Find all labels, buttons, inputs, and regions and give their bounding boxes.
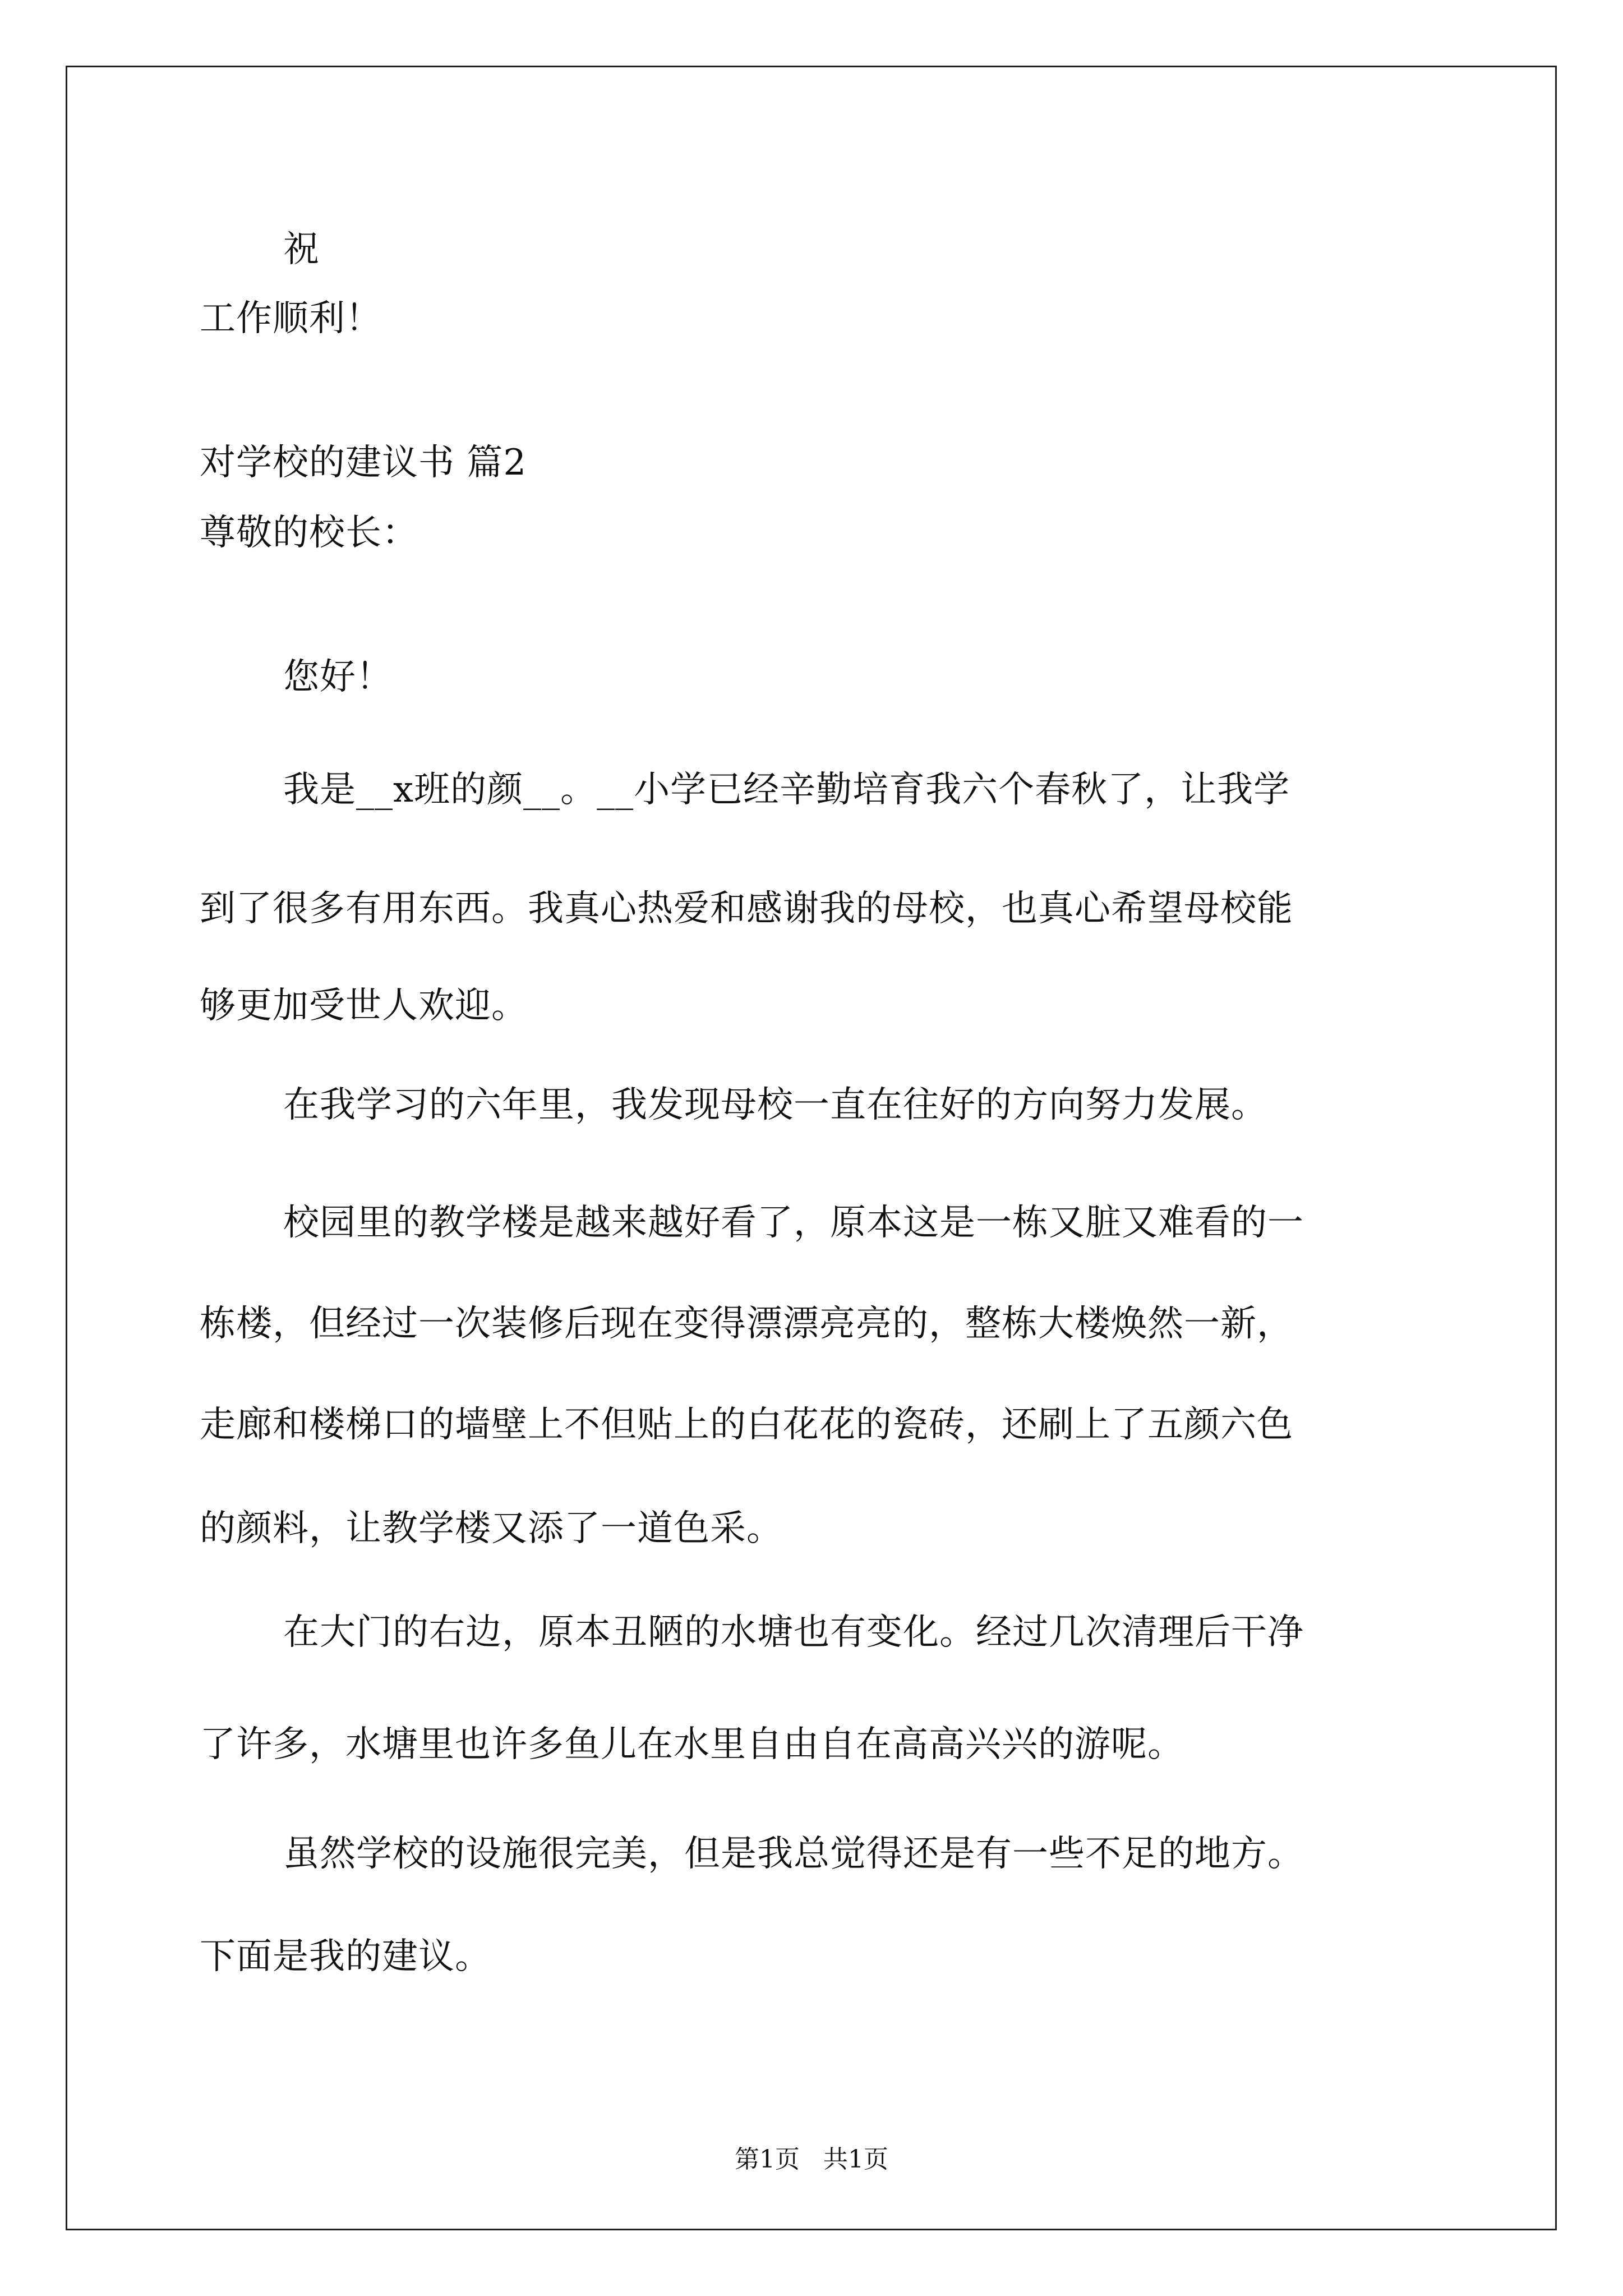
section-heading: 对学校的建议书 篇2: [200, 442, 527, 484]
paragraph-line: 走廊和楼梯口的墙壁上不但贴上的白花花的瓷砖，还刷上了五颜六色: [200, 1404, 1293, 1446]
paragraph-line: 虽然学校的设施很完美，但是我总觉得还是有一些不足的地方。: [283, 1833, 1304, 1875]
paragraph-line: 的颜料，让教学楼又添了一道色采。: [200, 1508, 783, 1549]
paragraph-line: 在大门的右边，原本丑陋的水塘也有变化。经过几次清理后干净: [283, 1612, 1304, 1653]
greeting: 您好！: [283, 656, 393, 698]
paragraph-line: 在我学习的六年里，我发现母校一直在往好的方向努力发展。: [283, 1084, 1267, 1126]
page-border: [66, 66, 1557, 2230]
paragraph-line: 到了很多有用东西。我真心热爱和感谢我的母校，也真心希望母校能: [200, 888, 1293, 930]
paragraph-line: 够更加受世人欢迎。: [200, 985, 528, 1027]
paragraph-line: 下面是我的建议。: [200, 1936, 491, 1977]
closing-wish: 工作顺利！: [200, 298, 382, 339]
salutation: 尊敬的校长：: [200, 512, 418, 554]
paragraph-line: 校园里的教学楼是越来越好看了，原本这是一栋又脏又难看的一: [283, 1202, 1304, 1244]
paragraph-line: 栋楼，但经过一次装修后现在变得漂漂亮亮的，整栋大楼焕然一新，: [200, 1303, 1293, 1345]
paragraph-line: 我是__x班的颜__。__小学已经辛勤培育我六个春秋了，让我学: [283, 769, 1290, 811]
paragraph-line: 了许多，水塘里也许多鱼儿在水里自由自在高高兴兴的游呢。: [200, 1724, 1184, 1765]
closing-blessing: 祝: [283, 229, 320, 270]
page-number-footer: 第1页 共1页: [735, 2145, 888, 2174]
